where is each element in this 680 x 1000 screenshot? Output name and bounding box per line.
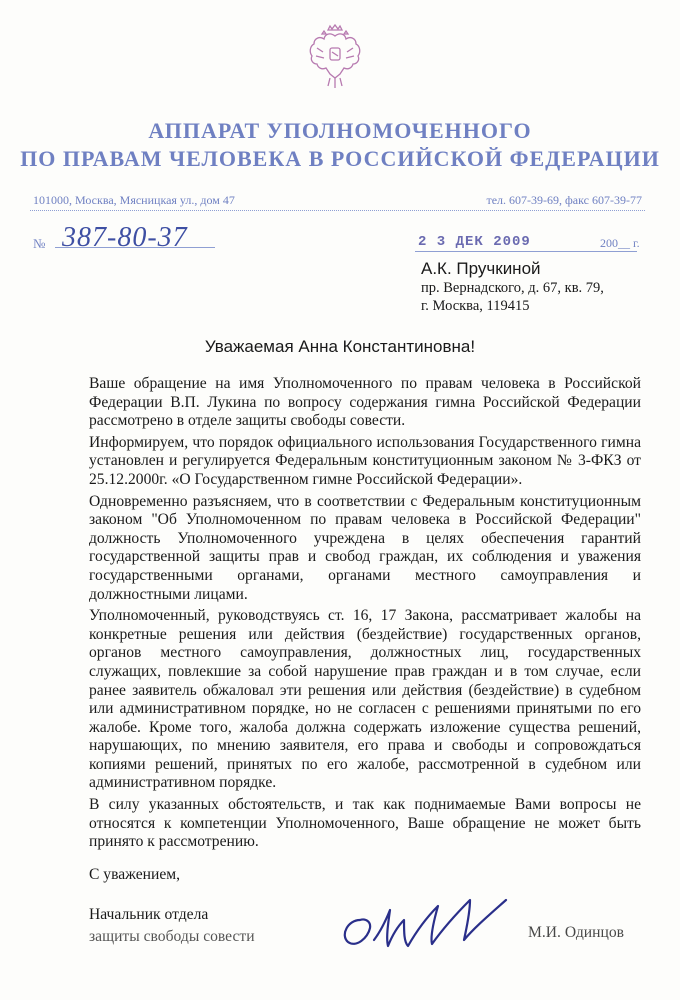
org-title-line2: ПО ПРАВАМ ЧЕЛОВЕКА В РОССИЙСКОЙ ФЕДЕРАЦИИ [20, 146, 660, 171]
recipient-block [421, 259, 604, 315]
body-paragraph-4: Уполномоченный, руководствуясь ст. 16, 17 Закона, рассматривает жалобы на конкретные решения или действия (бездействие) государственных органов, органов местного самоуправления, должностных лиц, государственных служащих, повлекшие за собой нарушение прав граждан и в том случае, если ранее заявитель обжаловал эти решения или действия (бездействие) в судебном или административном порядке, но не согласен с решениями принятыми по его жалобе. Кроме того, жалоба должна содержать изложение существа решений, нарушающих, по мнению заявителя, его права и свободы и сопровождаться копиями решений, принятых по его жалобе, рассмотренной в судебном или административном порядке. [89, 607, 641, 792]
body-paragraph-3: Одновременно разъясняем, что в соответствии с Федеральным конституционным законом "Об Уполномоченном по правам человека в Российской Федерации" должность Уполномоченного учреждена в целях обеспечения гарантий государственной защиты прав и свобод граждан, их соблюдения и уважения государственными органами, органами местного самоуправления и должностными лицами. [89, 492, 641, 603]
date-line [415, 251, 637, 252]
year-suffix: 200__ г. [600, 236, 640, 250]
salutation: Уважаемая Анна Константиновна! [204, 337, 476, 356]
reg-number-mark: № [33, 236, 46, 251]
recipient-name: А.К. Пручкиной [421, 259, 541, 278]
recipient-address-line1: пр. Вернадского, д. 67, кв. 79, [421, 280, 604, 296]
body-paragraph-5: В силу указанных обстоятельств, и так как поднимаемые Вами вопросы не относятся к компетенции Уполномоченного, Ваше обращение не может быть принято к рассмотрению. [89, 796, 641, 851]
signer-title-line1: Начальник отдела [89, 906, 209, 923]
signer-title-line2: защиты свободы совести [89, 928, 255, 945]
closing: С уважением, [89, 866, 181, 883]
signer-name: М.И. Одинцов [528, 924, 625, 941]
reg-number: 387-80-37 [62, 222, 188, 253]
body-paragraph-1: Ваше обращение на имя Уполномоченного по правам человека в Российской Федерации В.П. Лукина по вопросу содержания гимна Российской Федерации рассмотрено в отделе защиты свободы совести. [89, 375, 641, 430]
handwritten-signature-icon [330, 880, 520, 970]
reg-number-line [55, 247, 215, 248]
recipient-address-line2: г. Москва, 119415 [421, 298, 530, 314]
date-stamp: 2 3 ДЕК 2009 [418, 234, 531, 250]
double-headed-eagle-emblem-icon [300, 22, 370, 92]
org-phones: тел. 607-39-69, факс 607-39-77 [486, 193, 642, 207]
letter-body [89, 375, 641, 855]
org-title-line1: АППАРАТ УПОЛНОМОЧЕННОГО [148, 118, 532, 143]
body-paragraph-2: Информируем, что порядок официального использования Государственного гимна установлен и регулируется Федеральным конституционным законом № 3-ФКЗ от 25.12.2000г. «О Государственном гимне Российской Федерации». [89, 433, 641, 488]
letterhead-divider [30, 210, 645, 211]
org-address: 101000, Москва, Мясницкая ул., дом 47 [33, 193, 235, 207]
